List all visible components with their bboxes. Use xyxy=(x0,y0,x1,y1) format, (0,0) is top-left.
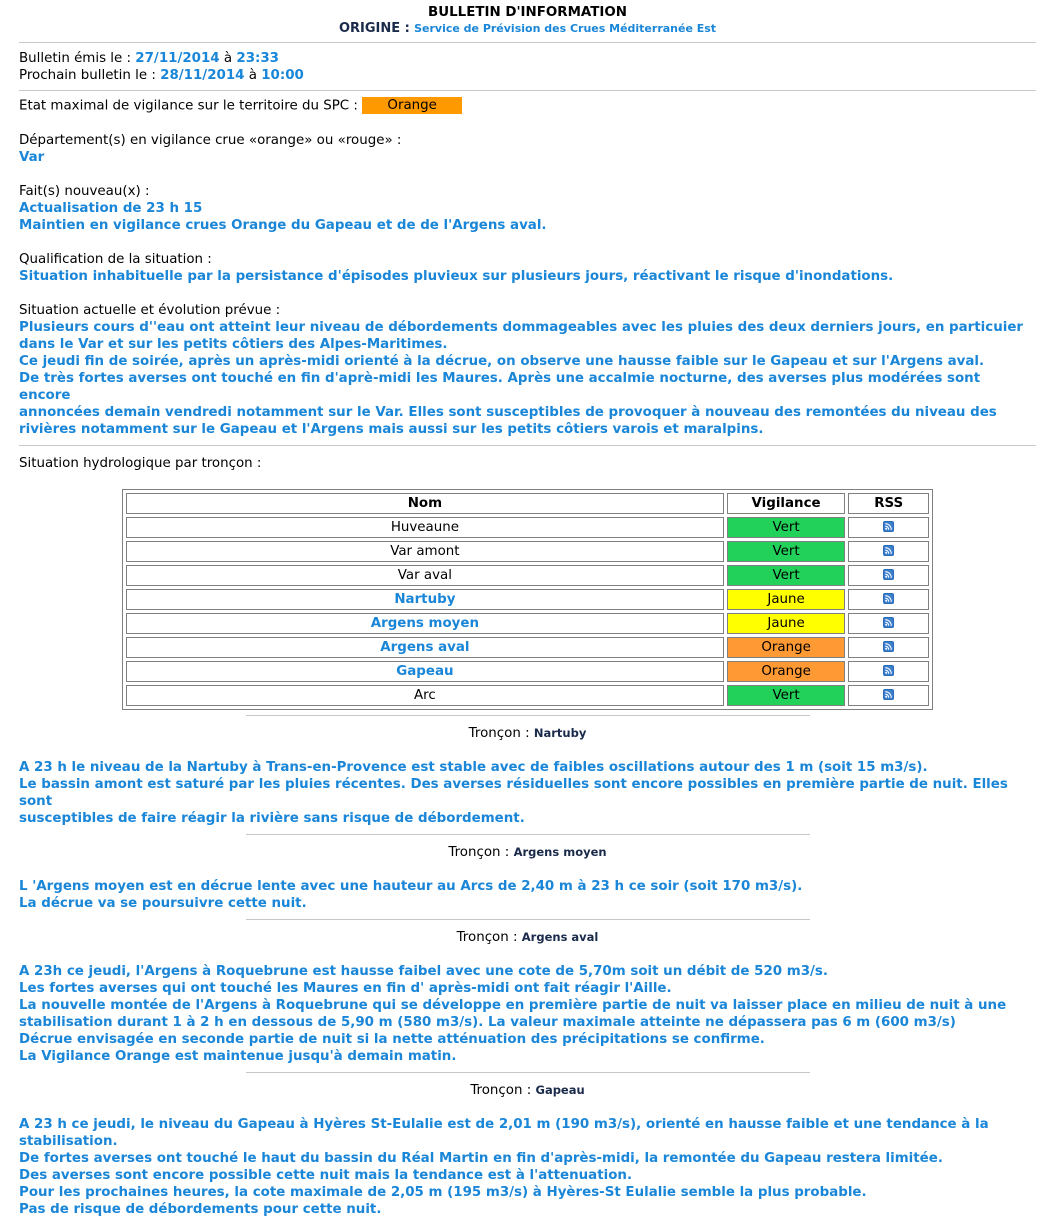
troncon-line: Le bassin amont est saturé par les pluies récentes. Des averses résiduelles sont encore possibles en première partie de nuit. Elles sont xyxy=(19,776,1008,809)
faits-nouveaux xyxy=(19,183,1036,234)
divider xyxy=(246,919,810,920)
departements-label: Département(s) en vigilance crue «orange» ou «rouge» : xyxy=(19,132,402,148)
page-title: BULLETIN D'INFORMATION xyxy=(428,5,627,20)
rss-cell xyxy=(848,565,929,586)
divider xyxy=(19,445,1036,446)
vigilance-cell: Jaune xyxy=(727,613,846,634)
departements-value: Var xyxy=(19,149,45,165)
vigilance-cell: Vert xyxy=(727,517,846,538)
emis-date: 27/11/2014 xyxy=(135,51,220,66)
troncon-name-cell: Var aval xyxy=(126,565,724,586)
situation-line: rivières notamment sur le Gapeau et l'Argens mais aussi sur les petits côtiers varois et maralpins. xyxy=(19,421,764,437)
divider xyxy=(246,1072,810,1073)
troncon-line: La décrue va se poursuivre cette nuit. xyxy=(19,895,307,911)
troncon-body xyxy=(19,759,1036,827)
col-header-nom: Nom xyxy=(126,493,724,514)
troncon-line: A 23 h le niveau de la Nartuby à Trans-en-Provence est stable avec de faibles oscillations autour des 1 m (soit 15 m3/s). xyxy=(19,759,928,775)
vigilance-cell: Orange xyxy=(727,661,846,682)
prochain-time: 10:00 xyxy=(261,68,304,83)
origin-label: ORIGINE : xyxy=(338,21,410,36)
rss-feed-icon[interactable] xyxy=(883,665,894,676)
situation-line: dans le Var et sur les petits côtiers des Alpes-Maritimes. xyxy=(19,336,448,352)
troncon-label: Tronçon : xyxy=(468,725,530,741)
rss-cell xyxy=(848,613,929,634)
table-row xyxy=(126,589,929,610)
vigilance-cell: Vert xyxy=(727,685,846,706)
troncon-title xyxy=(19,929,1036,946)
troncon-name-cell: Var amont xyxy=(126,541,724,562)
vigilance-max-label: Etat maximal de vigilance sur le territoire du SPC : xyxy=(19,98,358,114)
prochain-label: Prochain bulletin le : xyxy=(19,68,156,83)
situation xyxy=(19,302,1036,438)
bulletin-prochain xyxy=(19,67,1036,84)
troncon-label: Tronçon : xyxy=(470,1082,532,1098)
qualification-label: Qualification de la situation : xyxy=(19,251,212,267)
troncon-name-cell[interactable]: Nartuby xyxy=(126,589,724,610)
hydro-table-wrap xyxy=(19,489,1036,710)
vigilance-max xyxy=(19,97,1036,115)
troncon-title xyxy=(19,844,1036,861)
prochain-date: 28/11/2014 xyxy=(160,68,245,83)
troncon-line: Pour les prochaines heures, la cote maximale de 2,05 m (195 m3/s) à Hyères-St Eulalie semble la plus probable. xyxy=(19,1184,867,1200)
hydro-table xyxy=(122,489,933,710)
troncon-section xyxy=(19,1072,1036,1218)
table-row xyxy=(126,685,929,706)
troncon-line: Des averses sont encore possible cette nuit mais la tendance est à l'attenuation. xyxy=(19,1167,633,1183)
rss-feed-icon[interactable] xyxy=(883,641,894,652)
troncon-body xyxy=(19,878,1036,912)
header xyxy=(19,0,1036,37)
vigilance-max-badge: Orange xyxy=(362,97,462,114)
faits-nouveaux-line: Maintien en vigilance crues Orange du Gapeau et de de l'Argens aval. xyxy=(19,217,547,233)
divider xyxy=(246,834,810,835)
rss-cell xyxy=(848,661,929,682)
rss-feed-icon[interactable] xyxy=(883,569,894,580)
vigilance-cell: Vert xyxy=(727,565,846,586)
emis-label: Bulletin émis le : xyxy=(19,51,132,66)
troncon-line: A 23h ce jeudi, l'Argens à Roquebrune est hausse faibel avec une cote de 5,70m soit un débit de 520 m3/s. xyxy=(19,963,828,979)
table-row xyxy=(126,613,929,634)
troncon-line: La nouvelle montée de l'Argens à Roquebrune qui se développe en première partie de nuit va laisser place en milieu de nuit à une xyxy=(19,997,1007,1013)
table-row xyxy=(126,637,929,658)
origin-value: Service de Prévision des Crues Méditerranée Est xyxy=(414,22,717,35)
situation-line: Plusieurs cours d''eau ont atteint leur niveau de débordements dommageables avec les pluies des deux derniers jours, en particuier xyxy=(19,319,1024,335)
troncon-label: Tronçon : xyxy=(448,844,510,860)
troncon-line: De fortes averses ont touché le haut du bassin du Réal Martin en fin d'après-midi, la remontée du Gapeau restera limitée. xyxy=(19,1150,943,1166)
rss-cell xyxy=(848,589,929,610)
vigilance-cell: Jaune xyxy=(727,589,846,610)
rss-cell xyxy=(848,517,929,538)
troncon-line: susceptibles de faire réagir la rivière sans risque de débordement. xyxy=(19,810,525,826)
rss-cell xyxy=(848,541,929,562)
faits-nouveaux-label: Fait(s) nouveau(x) : xyxy=(19,183,150,199)
table-row xyxy=(126,661,929,682)
qualification-value: Situation inhabituelle par la persistance d'épisodes pluvieux sur plusieurs jours, réactivant le risque d'inondations. xyxy=(19,268,894,284)
troncon-name: Nartuby xyxy=(533,725,587,740)
troncon-line: stabilisation durant 1 à 2 h en dessous de 5,90 m (580 m3/s). La valeur maximale atteinte ne dépassera pas 6 m (600 m3/s) xyxy=(19,1014,956,1030)
departements xyxy=(19,132,1036,166)
troncon-name-cell[interactable]: Argens moyen xyxy=(126,613,724,634)
rss-feed-icon[interactable] xyxy=(883,545,894,556)
troncon-line: stabilisation. xyxy=(19,1133,118,1149)
rss-feed-icon[interactable] xyxy=(883,617,894,628)
emis-time: 23:33 xyxy=(236,51,279,66)
hydro-label: Situation hydrologique par tronçon : xyxy=(19,455,262,471)
troncon-name-cell[interactable]: Argens aval xyxy=(126,637,724,658)
troncon-name: Argens moyen xyxy=(513,844,607,859)
col-header-rss: RSS xyxy=(848,493,929,514)
situation-line: annoncées demain vendredi notamment sur le Var. Elles sont susceptibles de provoquer à nouveau des remontées du niveau des xyxy=(19,404,997,420)
troncon-line: L 'Argens moyen est en décrue lente avec une hauteur au Arcs de 2,40 m à 23 h ce soir (soit 170 m3/s). xyxy=(19,878,803,894)
troncon-name-cell: Arc xyxy=(126,685,724,706)
rss-feed-icon[interactable] xyxy=(883,689,894,700)
qualification xyxy=(19,251,1036,285)
troncon-name: Gapeau xyxy=(535,1082,585,1097)
divider xyxy=(19,90,1036,91)
emis-at: à xyxy=(223,51,233,66)
troncons xyxy=(19,715,1036,1218)
troncon-title xyxy=(19,725,1036,742)
rss-cell xyxy=(848,685,929,706)
situation-line: Ce jeudi fin de soirée, après un après-midi orienté à la décrue, on observe une hausse faible sur le Gapeau et sur l'Argens aval. xyxy=(19,353,985,369)
troncon-name-cell[interactable]: Gapeau xyxy=(126,661,724,682)
troncon-label: Tronçon : xyxy=(456,929,518,945)
troncon-section xyxy=(19,715,1036,827)
troncon-name-cell: Huveaune xyxy=(126,517,724,538)
troncon-body xyxy=(19,1116,1036,1218)
troncon-name: Argens aval xyxy=(521,929,599,944)
divider xyxy=(19,42,1036,43)
troncon-line: Décrue envisagée en seconde partie de nuit si la nette atténuation des précipitations se confirme. xyxy=(19,1031,765,1047)
troncon-line: A 23 h ce jeudi, le niveau du Gapeau à Hyères St-Eulalie est de 2,01 m (190 m3/s), orienté en hausse faible et une tendance à la xyxy=(19,1116,989,1132)
troncon-body xyxy=(19,963,1036,1065)
troncon-section xyxy=(19,834,1036,912)
origin-line xyxy=(19,21,1036,37)
situation-label: Situation actuelle et évolution prévue : xyxy=(19,302,281,318)
rss-feed-icon[interactable] xyxy=(883,593,894,604)
vigilance-cell: Vert xyxy=(727,541,846,562)
rss-cell xyxy=(848,637,929,658)
table-row xyxy=(126,565,929,586)
troncon-line: Pas de risque de débordements pour cette nuit. xyxy=(19,1201,382,1217)
bulletin-dates xyxy=(19,50,1036,84)
table-header-row xyxy=(126,493,929,514)
prochain-at: à xyxy=(248,68,257,83)
bulletin-emis xyxy=(19,50,1036,67)
vigilance-cell: Orange xyxy=(727,637,846,658)
col-header-vigilance: Vigilance xyxy=(727,493,846,514)
table-row xyxy=(126,517,929,538)
situation-line: De très fortes averses ont touché en fin d'aprè-midi les Maures. Après une accalmie nocturne, des averses plus modérées sont encore xyxy=(19,370,981,403)
divider xyxy=(246,715,810,716)
troncon-line: La Vigilance Orange est maintenue jusqu'à demain matin. xyxy=(19,1048,457,1064)
table-row xyxy=(126,541,929,562)
faits-nouveaux-line: Actualisation de 23 h 15 xyxy=(19,200,203,216)
rss-feed-icon[interactable] xyxy=(883,521,894,532)
troncon-line: Les fortes averses qui ont touché les Maures en fin d' après-midi ont fait réagir l'Aille. xyxy=(19,980,672,996)
troncon-section xyxy=(19,919,1036,1065)
troncon-title xyxy=(19,1082,1036,1099)
